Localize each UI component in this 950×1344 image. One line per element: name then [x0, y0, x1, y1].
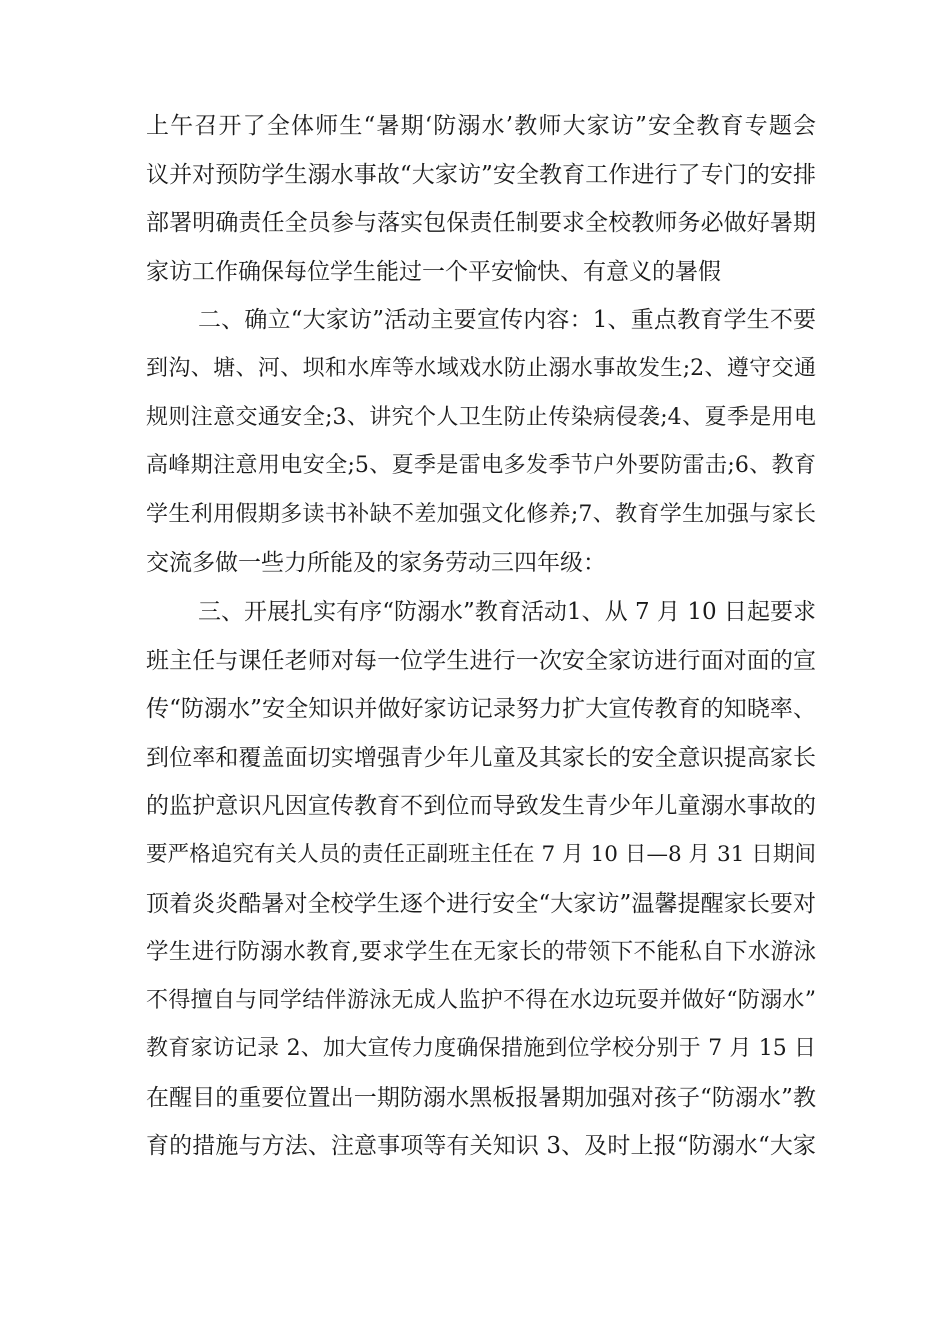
text-line: 教育家访记录 2、加大宣传力度确保措施到位学校分别于 7 月 15 日: [146, 1036, 816, 1062]
text-line: 家访工作确保每位学生能过一个平安愉快、有意义的暑假: [146, 258, 721, 285]
text-line: 的监护意识凡因宣传教育不到位而导致发生青少年儿童溺水事故的: [146, 793, 816, 820]
text-line: 上午召开了全体师生“暑期‘防溺水’教师大家访”安全教育专题会: [146, 113, 816, 139]
text-line: 班主任与课任老师对每一位学生进行一次安全家访进行面对面的宣: [146, 647, 816, 674]
text-line: 育的措施与方法、注意事项等有关知识 3、及时上报“防溺水“大家: [146, 1133, 816, 1160]
text-line: 学生进行防溺水教育,要求学生在无家长的带领下不能私自下水游泳: [146, 939, 816, 966]
text-line: 到沟、塘、河、坝和水库等水域戏水防止溺水事故发生;2、遵守交通: [146, 355, 816, 381]
text-line: 在醒目的重要位置出一期防溺水黑板报暑期加强对孩子“防溺水”教: [146, 1084, 816, 1111]
paragraph-heading-line: 三、开展扎实有序“防溺水”教育活动1、从 7 月 10 日起要求: [198, 598, 816, 625]
text-line: 要严格追究有关人员的责任正副班主任在 7 月 10 日—8 月 31 日期间: [146, 841, 816, 867]
text-line: 交流多做一些力所能及的家务劳动三四年级：: [146, 550, 606, 577]
document-body: [146, 102, 816, 1171]
text-line: 高峰期注意用电安全;5、夏季是雷电多发季节户外要防雷击;6、教育: [146, 453, 816, 479]
text-line: 顶着炎炎酷暑对全校学生逐个进行安全“大家访”温馨提醒家长要对: [146, 890, 816, 917]
text-line: 不得擅自与同学结伴游泳无成人监护不得在水边玩耍并做好“防溺水”: [146, 987, 816, 1013]
text-line: 学生利用假期多读书补缺不差加强文化修养;7、教育学生加强与家长: [146, 501, 816, 527]
text-line: 传“防溺水”安全知识并做好家访记录努力扩大宣传教育的知晓率、: [146, 696, 816, 723]
text-line: 规则注意交通安全;3、讲究个人卫生防止传染病侵袭;4、夏季是用电: [146, 404, 816, 430]
text-line: 议并对预防学生溺水事故“大家访”安全教育工作进行了专门的安排: [146, 161, 816, 188]
paragraph-heading-line: 二、确立“大家访”活动主要宣传内容：1、重点教育学生不要: [198, 307, 816, 334]
text-line: 到位率和覆盖面切实增强青少年儿童及其家长的安全意识提高家长: [146, 744, 816, 771]
text-line: 部署明确责任全员参与落实包保责任制要求全校教师务必做好暑期: [146, 210, 816, 237]
